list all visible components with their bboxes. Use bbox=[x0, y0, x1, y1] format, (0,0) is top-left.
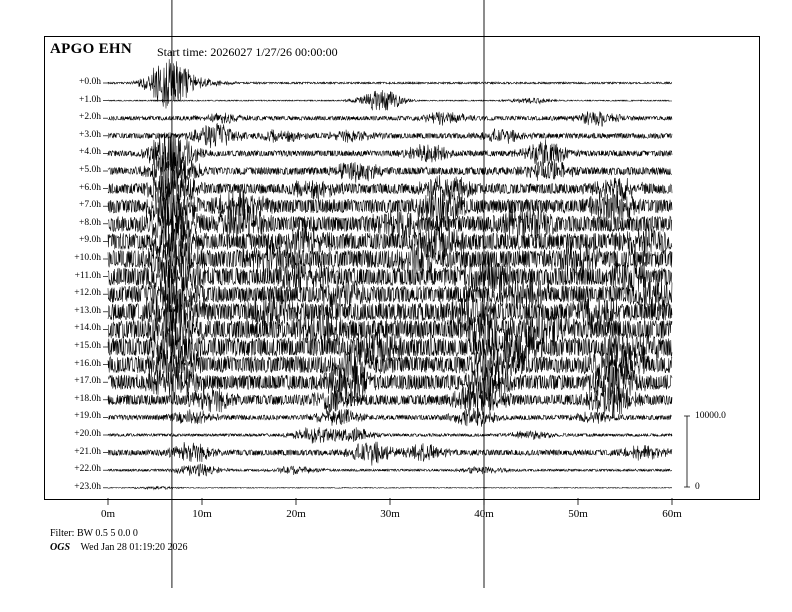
y-axis-tick-label: +6.0h bbox=[79, 182, 101, 193]
y-axis-tick-label: +7.0h bbox=[79, 200, 101, 211]
y-axis-tick-label: +22.0h bbox=[74, 464, 101, 475]
y-axis-tick-label: +0.0h bbox=[79, 77, 101, 87]
y-axis-tick-label: +1.0h bbox=[79, 94, 101, 105]
y-axis-tick-label: +8.0h bbox=[79, 217, 101, 228]
x-axis-tick-label: 40m bbox=[474, 508, 494, 520]
y-axis-tick-label: +4.0h bbox=[79, 147, 101, 158]
y-axis-tick-label: +19.0h bbox=[74, 411, 101, 422]
plot-frame bbox=[44, 36, 760, 500]
agency-name: OGS bbox=[50, 542, 71, 553]
y-axis-tick-label: +3.0h bbox=[79, 129, 101, 140]
filter-label: Filter: BW 0.5 5 0.0 0 bbox=[50, 528, 138, 539]
generated-timestamp: Wed Jan 28 01:19:20 2026 bbox=[80, 542, 188, 553]
y-axis-tick-label: +16.0h bbox=[74, 358, 101, 369]
agency-label bbox=[50, 542, 187, 553]
y-axis-tick-label: +5.0h bbox=[79, 165, 101, 175]
y-axis-tick-label: +20.0h bbox=[74, 429, 101, 439]
y-axis-tick-label: +10.0h bbox=[74, 253, 101, 263]
x-axis-tick-label: 20m bbox=[286, 508, 306, 520]
y-axis-tick-label: +17.0h bbox=[74, 376, 101, 387]
y-axis-tick-label: +23.0h bbox=[74, 481, 101, 492]
start-time-label: Start time: 2026027 1/27/26 00:00:00 bbox=[157, 45, 338, 59]
y-axis-tick-label: +9.0h bbox=[79, 235, 101, 246]
y-axis-tick-label: +15.0h bbox=[74, 341, 101, 351]
y-axis-tick-label: +11.0h bbox=[74, 270, 101, 281]
x-axis-tick-label: 50m bbox=[568, 508, 588, 520]
x-axis-tick-label: 30m bbox=[380, 508, 400, 520]
x-axis-tick-label: 10m bbox=[192, 508, 212, 520]
x-axis-tick-label: 0m bbox=[100, 508, 116, 520]
y-axis-tick-label: +12.0h bbox=[74, 288, 101, 299]
y-axis-tick-label: +18.0h bbox=[74, 393, 101, 404]
y-axis-tick-label: +13.0h bbox=[74, 305, 101, 316]
y-axis-tick-label: +21.0h bbox=[74, 446, 101, 457]
scale-min-label: 0 bbox=[695, 482, 700, 492]
y-axis-tick-label: +14.0h bbox=[74, 323, 101, 334]
x-axis-tick-label: 60m bbox=[662, 508, 682, 520]
page-title: APGO EHN bbox=[50, 41, 132, 57]
scale-max-label: 10000.0 bbox=[695, 411, 726, 421]
y-axis-tick-label: +2.0h bbox=[79, 112, 101, 123]
